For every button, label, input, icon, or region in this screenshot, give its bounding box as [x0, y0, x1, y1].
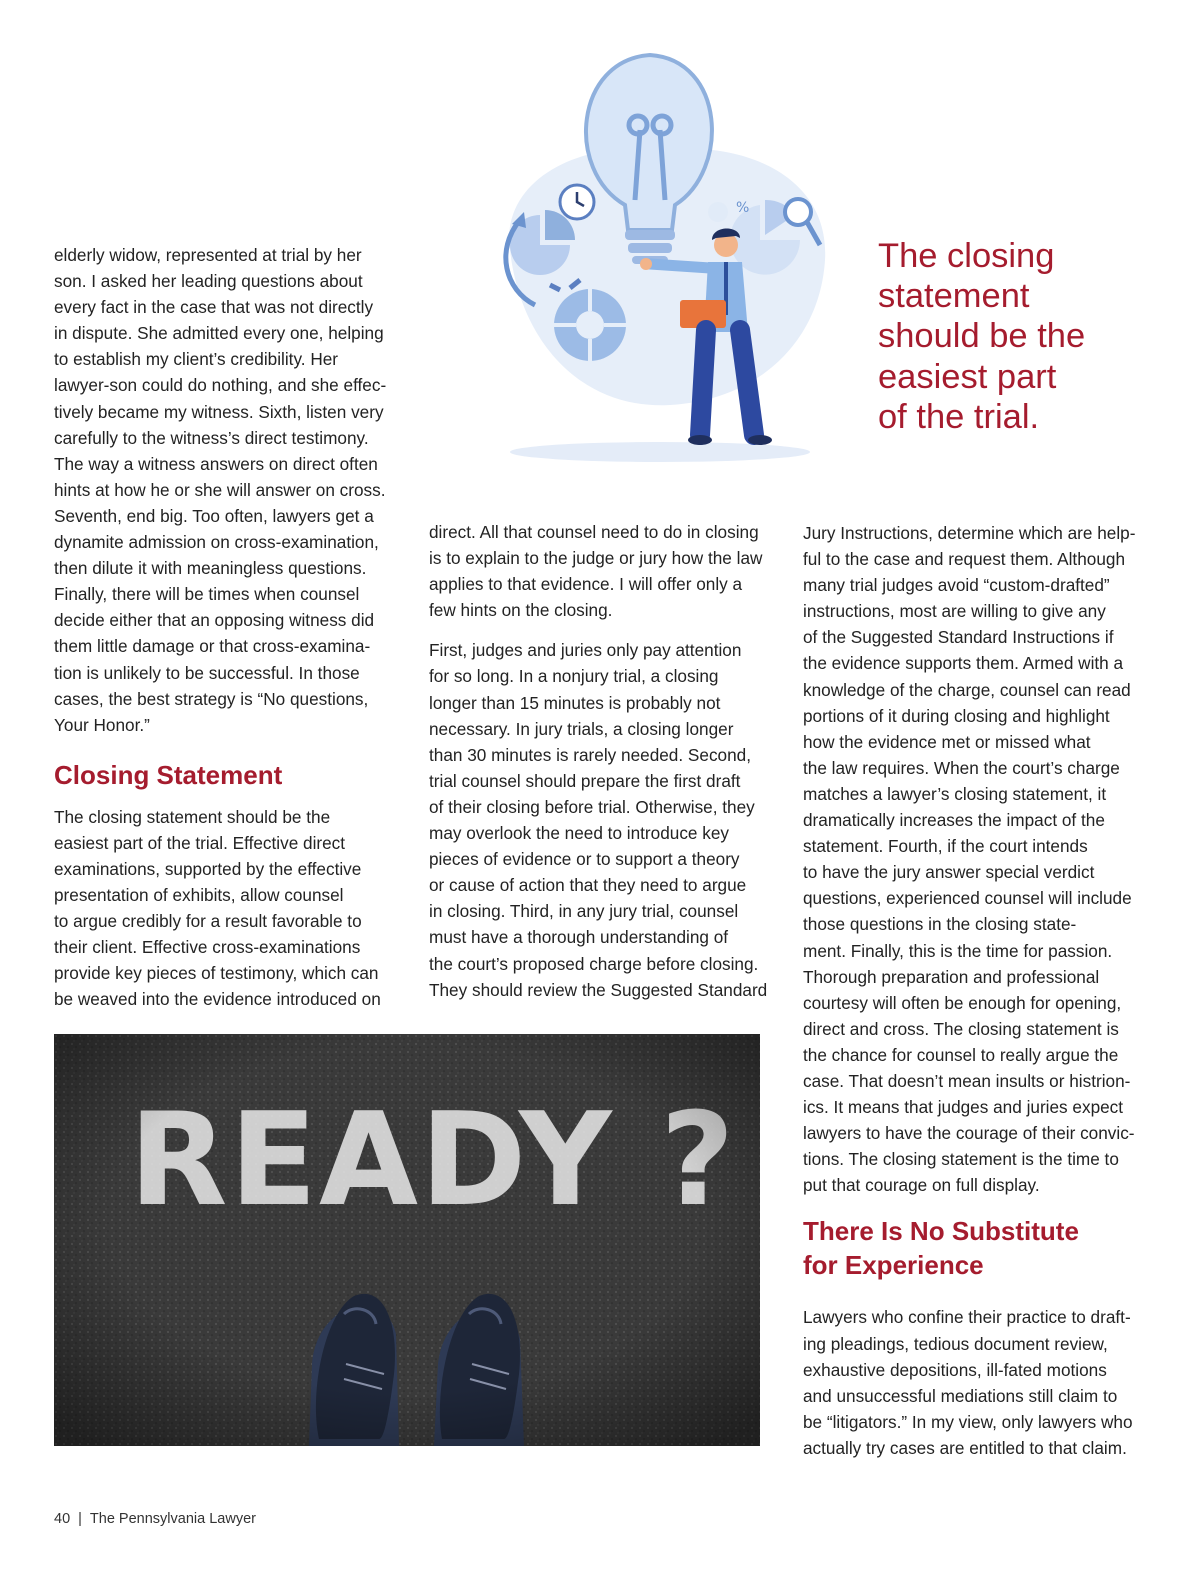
page-number: 40 — [54, 1511, 71, 1527]
text-line: lawyers to have the courage of their convic- — [803, 1123, 1135, 1144]
text-line: those questions in the closing state- — [803, 914, 1077, 935]
pull-quote-line: should be the — [878, 317, 1086, 356]
text-line: son. I asked her leading questions about — [54, 271, 363, 292]
column-2 — [429, 519, 769, 1003]
text-line: The closing statement should be the — [54, 806, 331, 827]
text-line: may overlook the need to introduce key — [429, 823, 730, 844]
footer-separator: | — [78, 1511, 82, 1527]
text-line: tions. The closing statement is the time to — [803, 1149, 1119, 1170]
pull-quote — [878, 236, 1085, 437]
text-line: knowledge of the charge, counsel can read — [803, 679, 1131, 700]
text-line: applies to that evidence. I will offer only a — [429, 574, 743, 595]
text-line: lawyer-son could do nothing, and she effec- — [54, 375, 387, 396]
text-line: exhaustive depositions, ill-fated motions — [803, 1359, 1107, 1380]
text-line: Your Honor.” — [54, 714, 150, 735]
text-line: dramatically increases the impact of the — [803, 810, 1105, 831]
text-line: tively became my witness. Sixth, listen very — [54, 401, 384, 422]
experience-heading — [803, 1214, 1148, 1282]
text-line: instructions, most are willing to give any — [803, 601, 1106, 622]
text-line: carefully to the witness’s direct testimony. — [54, 427, 369, 448]
text-line: dynamite admission on cross-examination, — [54, 532, 379, 553]
text-line: Seventh, end big. Too often, lawyers get a — [54, 505, 374, 526]
text-line: or cause of action that they need to argue — [429, 875, 747, 896]
closing-paragraph — [54, 804, 394, 1013]
text-line: pieces of evidence or to support a theory — [429, 849, 740, 870]
text-line: ing pleadings, tedious document review, — [803, 1333, 1108, 1354]
text-line: longer than 15 minutes is probably not — [429, 692, 721, 713]
heading-line: There Is No Substitute — [803, 1216, 1079, 1247]
cross-exam-paragraph — [54, 242, 394, 738]
text-line: actually try cases are entitled to that claim. — [803, 1437, 1127, 1458]
column-1 — [54, 242, 394, 1013]
closing-hints-paragraph — [429, 637, 769, 1002]
text-line: ment. Finally, this is the time for passion. — [803, 940, 1113, 961]
text-line: must have a thorough understanding of — [429, 927, 729, 948]
text-line: them little damage or that cross-examina- — [54, 636, 371, 657]
text-line: provide key pieces of testimony, which can — [54, 963, 379, 984]
text-line: courtesy will often be enough for opening, — [803, 992, 1122, 1013]
text-line: be “litigators.” In my view, only lawyers who — [803, 1411, 1133, 1432]
text-line: the evidence supports them. Armed with a — [803, 653, 1124, 674]
pull-quote-line: of the trial. — [878, 397, 1040, 436]
publication-name: The Pennsylvania Lawyer — [89, 1511, 256, 1527]
text-line: direct. All that counsel need to do in closing — [429, 522, 759, 542]
text-line: than 30 minutes is rarely needed. Second, — [429, 744, 751, 765]
text-line: Lawyers who confine their practice to draft- — [803, 1307, 1131, 1328]
text-line: the chance for counsel to really argue the — [803, 1044, 1119, 1065]
text-line: to establish my client’s credibility. Her — [54, 349, 339, 370]
text-line: necessary. In jury trials, a closing longer — [429, 718, 734, 739]
text-line: First, judges and juries only pay attention — [429, 640, 742, 661]
text-line: many trial judges avoid “custom-drafted” — [803, 575, 1110, 596]
ready-photo — [54, 1034, 760, 1446]
text-line: then dilute it with meaningless questions. — [54, 558, 367, 579]
text-line: questions, experienced counsel will include — [803, 888, 1132, 909]
text-line: how the evidence met or missed what — [803, 731, 1091, 752]
text-line: easiest part of the trial. Effective direct — [54, 832, 346, 853]
text-line: in closing. Third, in any jury trial, counsel — [429, 901, 739, 922]
text-line: the law requires. When the court’s charge — [803, 757, 1120, 778]
text-line: cases, the best strategy is “No questions, — [54, 688, 369, 709]
text-line: ful to the case and request them. Although — [803, 549, 1126, 570]
text-line: every fact in the case that was not directly — [54, 297, 374, 318]
text-line: elderly widow, represented at trial by her — [54, 245, 362, 265]
text-line: The way a witness answers on direct often — [54, 453, 378, 474]
text-line: decide either that an opposing witness did — [54, 610, 375, 631]
closing-statement-heading: Closing Statement — [54, 759, 283, 790]
text-line: Jury Instructions, determine which are help- — [803, 523, 1136, 543]
heading-line: for Experience — [803, 1250, 984, 1281]
text-line: matches a lawyer’s closing statement, it — [803, 783, 1107, 804]
text-line: Thorough preparation and professional — [803, 966, 1100, 987]
text-line: ics. It means that judges and juries expect — [803, 1097, 1124, 1118]
lightbulb-illustration-icon — [490, 40, 850, 480]
svg-text:%: % — [736, 200, 750, 216]
text-line: case. That doesn’t mean insults or histrion- — [803, 1070, 1131, 1091]
pull-quote-line: statement — [878, 277, 1030, 316]
text-line: put that courage on full display. — [803, 1175, 1040, 1196]
column-3 — [803, 520, 1148, 1461]
text-line: tion is unlikely to be successful. In those — [54, 662, 360, 683]
text-line: to have the jury answer special verdict — [803, 862, 1095, 883]
text-line: is to explain to the judge or jury how the law — [429, 548, 763, 569]
text-line: Finally, there will be times when counsel — [54, 584, 360, 605]
text-line: few hints on the closing. — [429, 600, 613, 621]
text-line: presentation of exhibits, allow counsel — [54, 885, 344, 906]
pull-quote-line: The closing — [878, 237, 1055, 275]
text-line: in dispute. She admitted every one, helping — [54, 323, 384, 344]
page-footer — [54, 1511, 264, 1527]
pull-quote-line: easiest part — [878, 357, 1057, 396]
text-line: of their closing before trial. Otherwise, they — [429, 796, 755, 817]
text-line: the court’s proposed charge before closing. — [429, 953, 759, 974]
text-line: of the Suggested Standard Instructions if — [803, 627, 1114, 648]
text-line: for so long. In a nonjury trial, a closing — [429, 666, 719, 687]
text-line: trial counsel should prepare the first draft — [429, 770, 741, 791]
jury-instructions-paragraph — [803, 520, 1148, 1198]
closing-intro-paragraph — [429, 519, 769, 623]
text-line: hints at how he or she will answer on cross. — [54, 479, 386, 500]
text-line: be weaved into the evidence introduced on — [54, 989, 381, 1010]
text-line: examinations, supported by the effective — [54, 858, 362, 879]
text-line: They should review the Suggested Standard — [429, 979, 768, 1000]
text-line: and unsuccessful mediations still claim to — [803, 1385, 1118, 1406]
text-line: to argue credibly for a result favorable to — [54, 911, 362, 932]
experience-paragraph — [803, 1304, 1148, 1461]
text-line: direct and cross. The closing statement is — [803, 1018, 1119, 1039]
text-line: statement. Fourth, if the court intends — [803, 836, 1088, 857]
text-line: their client. Effective cross-examinations — [54, 937, 361, 958]
text-line: portions of it during closing and highlight — [803, 705, 1110, 726]
